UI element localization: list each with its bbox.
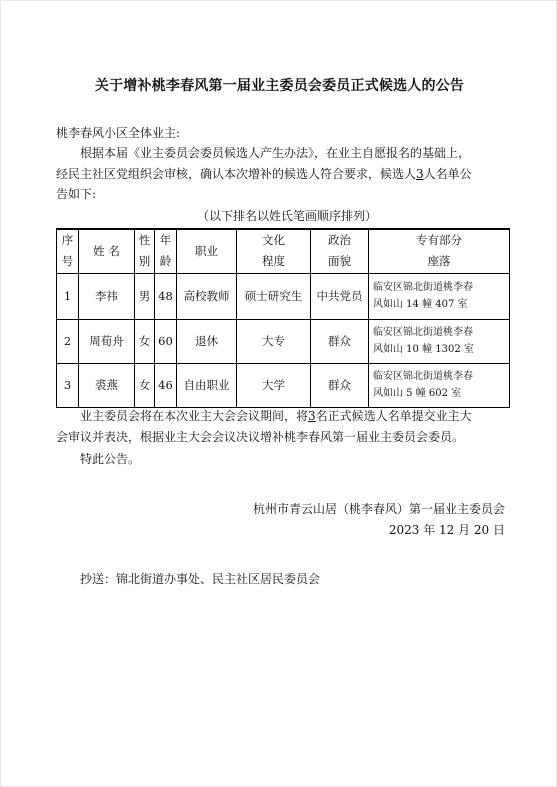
cell-seq: 1 xyxy=(57,273,79,319)
para2-line1-post: 名正式候选人名单提交业主大 xyxy=(315,409,472,423)
para1-line3: 告如下: xyxy=(56,187,97,201)
candidate-count-2: 3 xyxy=(308,409,316,423)
header-job: 职业 xyxy=(177,229,237,273)
header-politics: 政治 面貌 xyxy=(311,229,369,273)
cell-age: 48 xyxy=(155,273,177,319)
cell-age: 60 xyxy=(155,319,177,363)
table-header-row xyxy=(57,229,510,273)
para1-line1: 根据本届《业主委员会委员候选人产生办法》，在业主自愿报名的基础上， xyxy=(80,146,471,160)
cell-gender: 男 xyxy=(135,273,155,319)
cell-job: 退休 xyxy=(177,319,237,363)
cell-name: 周荀舟 xyxy=(79,319,135,363)
cell-seq: 2 xyxy=(57,319,79,363)
table-row xyxy=(57,363,510,407)
document-title: 关于增补桃李春风第一届业主委员会委员正式候选人的公告 xyxy=(94,78,465,94)
para2-line1 xyxy=(80,406,472,426)
cell-education: 大专 xyxy=(237,319,311,363)
signature-date: 2023 年 12 月 20 日 xyxy=(388,523,505,537)
para2-line3: 特此公告。 xyxy=(80,452,141,466)
para2-line1-pre: 业主委员会将在本次业主大会会议期间，将 xyxy=(80,409,309,423)
para1-line2-pre: 经民主社区党组织会审核，确认本次增补的候选人符合要求，候选人 xyxy=(56,167,417,181)
cell-job: 高校教师 xyxy=(177,273,237,319)
signature-org: 杭州市青云山居（桃李春风）第一届业主委员会 xyxy=(252,502,505,516)
salutation: 桃李春风小区全体业主: xyxy=(56,126,181,140)
cell-name: 李祎 xyxy=(79,273,135,319)
cell-address: 临安区锦北街道桃李春 风如山 14 幢 407 室 xyxy=(369,273,510,319)
para2-line2: 会审议并表决，根据业主大会会议决议增补桃李春风第一届业主委员会委员。 xyxy=(56,430,465,444)
cell-politics: 群众 xyxy=(311,363,369,407)
cell-seq: 3 xyxy=(57,363,79,407)
candidate-table xyxy=(56,228,510,408)
header-seq: 序 号 xyxy=(57,229,79,273)
candidate-count: 3 xyxy=(416,167,424,181)
cell-address: 临安区锦北街道桃李春 风如山 10 幢 1302 室 xyxy=(369,319,510,363)
para1-line2-post: 人名单公 xyxy=(423,167,472,181)
header-address: 专有部分 座落 xyxy=(369,229,510,273)
header-education: 文化 程度 xyxy=(237,229,311,273)
para1-line2 xyxy=(56,164,472,184)
cell-name: 裘燕 xyxy=(79,363,135,407)
header-age: 年 龄 xyxy=(155,229,177,273)
table-row xyxy=(57,319,510,363)
table-row xyxy=(57,273,510,319)
table-caption: （以下排名以姓氏笔画顺序排列） xyxy=(197,209,378,223)
cell-politics: 中共党员 xyxy=(311,273,369,319)
cell-address: 临安区锦北街道桃李春 风如山 5 幢 602 室 xyxy=(369,363,510,407)
header-name: 姓 名 xyxy=(79,229,135,273)
cell-politics: 群众 xyxy=(311,319,369,363)
cc-line: 抄送：锦北街道办事处、民主社区居民委员会 xyxy=(80,572,321,586)
cell-gender: 女 xyxy=(135,363,155,407)
header-gender: 性 别 xyxy=(135,229,155,273)
cell-gender: 女 xyxy=(135,319,155,363)
cell-age: 46 xyxy=(155,363,177,407)
cell-education: 大学 xyxy=(237,363,311,407)
cell-job: 自由职业 xyxy=(177,363,237,407)
cell-education: 硕士研究生 xyxy=(237,273,311,319)
